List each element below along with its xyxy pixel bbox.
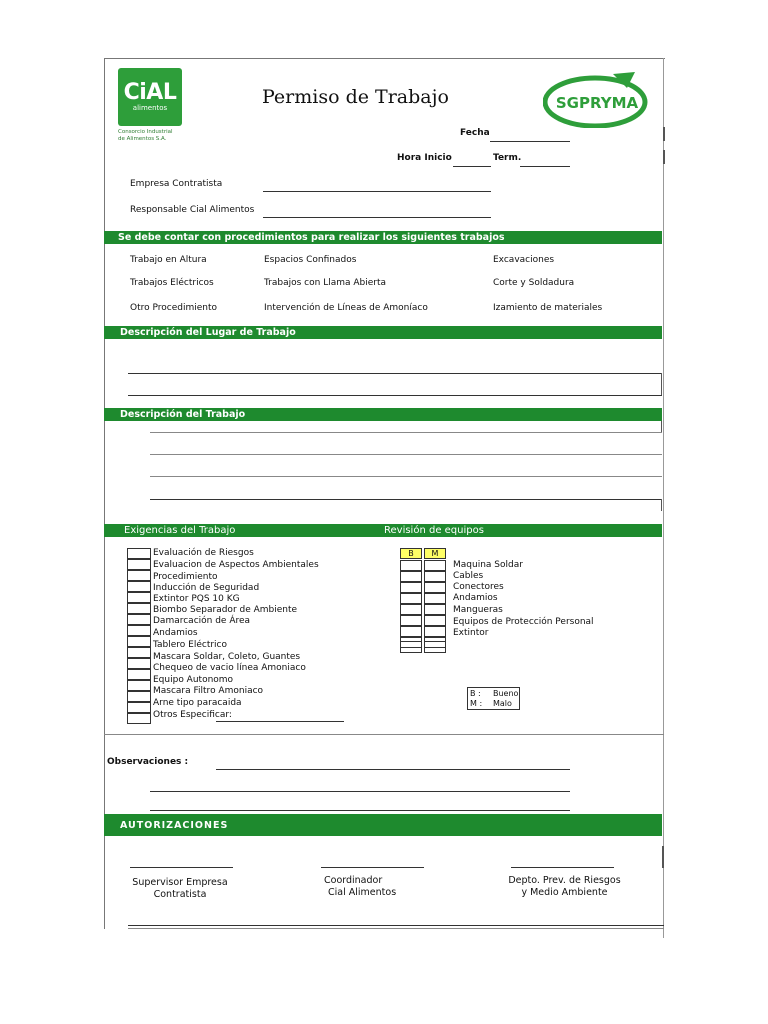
edge-mark bbox=[663, 150, 665, 164]
exig-checkbox[interactable] bbox=[127, 658, 151, 669]
legend-m-val: Malo bbox=[493, 699, 512, 708]
proc-item: Izamiento de materiales bbox=[493, 303, 603, 313]
exig-item: Damarcación de Área bbox=[153, 616, 251, 626]
term-label: Term. bbox=[493, 153, 522, 163]
col-m-header: M bbox=[424, 548, 446, 559]
proc-item: Excavaciones bbox=[493, 255, 555, 265]
trabajo-header: Descripción del Trabajo bbox=[104, 408, 662, 421]
exig-item: Andamios bbox=[153, 628, 198, 638]
legend-m-key: M : bbox=[470, 699, 483, 708]
rev-item: Conectores bbox=[453, 582, 504, 592]
exig-item: Evaluación de Riesgos bbox=[153, 548, 254, 558]
trabajo-line[interactable] bbox=[150, 454, 662, 455]
rev-item: Mangueras bbox=[453, 605, 503, 615]
sig-line-depto[interactable] bbox=[511, 867, 614, 868]
rev-m-checkbox[interactable] bbox=[424, 582, 446, 593]
exig-checkbox[interactable] bbox=[127, 636, 151, 647]
svg-text:SGPRYMA: SGPRYMA bbox=[555, 94, 639, 112]
rev-item: Extintor bbox=[453, 628, 489, 638]
section-divider bbox=[104, 734, 664, 735]
term-field[interactable] bbox=[520, 166, 570, 167]
proc-item: Espacios Confinados bbox=[264, 255, 357, 265]
proc-item: Otro Procedimiento bbox=[130, 303, 218, 313]
cial-logo bbox=[118, 68, 182, 126]
exig-item: Extintor PQS 10 KG bbox=[153, 594, 240, 604]
trabajo-line[interactable] bbox=[150, 476, 662, 477]
exig-checkbox[interactable] bbox=[127, 603, 151, 614]
sgpryma-logo bbox=[543, 68, 651, 128]
rev-b-checkbox[interactable] bbox=[400, 582, 422, 593]
lugar-header: Descripción del Lugar de Trabajo bbox=[104, 326, 662, 339]
exig-checkbox[interactable] bbox=[127, 702, 151, 713]
fecha-label: Fecha bbox=[460, 128, 490, 138]
hora-inicio-label: Hora Inicio bbox=[397, 153, 452, 163]
rev-b-checkbox[interactable] bbox=[400, 560, 422, 571]
exig-item: Otros Especificar: bbox=[153, 710, 232, 720]
proc-item: Trabajo en Altura bbox=[130, 255, 207, 265]
bm-legend bbox=[467, 687, 520, 710]
procedures-header: Se debe contar con procedimientos para realizar los siguientes trabajos bbox=[104, 231, 662, 244]
rev-item: Maquina Soldar bbox=[453, 560, 523, 570]
exig-item: Chequeo de vacio línea Amoniaco bbox=[153, 663, 306, 673]
empresa-field[interactable] bbox=[263, 191, 491, 192]
trabajo-line[interactable] bbox=[150, 499, 662, 500]
rev-m-checkbox[interactable] bbox=[424, 560, 446, 571]
lugar-line[interactable] bbox=[128, 373, 662, 374]
rev-m-checkbox[interactable] bbox=[424, 604, 446, 615]
rev-item: Cables bbox=[453, 571, 484, 581]
sig-label-coordinador: Coordinador Cial Alimentos bbox=[324, 875, 397, 898]
rev-item: Equipos de Protección Personal bbox=[453, 617, 594, 627]
exig-item: Arne tipo paracaida bbox=[153, 698, 242, 708]
form-frame-right bbox=[663, 58, 664, 938]
proc-item: Intervención de Líneas de Amoníaco bbox=[264, 303, 428, 313]
sig-line-supervisor[interactable] bbox=[130, 867, 233, 868]
logo-main-text: CiAL bbox=[123, 80, 177, 105]
exig-checkbox[interactable] bbox=[127, 559, 151, 570]
exig-checkbox[interactable] bbox=[127, 691, 151, 702]
rev-m-checkbox[interactable] bbox=[424, 641, 446, 653]
responsable-label: Responsable Cial Alimentos bbox=[130, 205, 255, 215]
lugar-line[interactable] bbox=[128, 395, 662, 396]
autorizaciones-header: AUTORIZACIONES bbox=[104, 814, 662, 836]
edge-mark bbox=[661, 373, 662, 395]
exig-checkbox[interactable] bbox=[127, 713, 151, 724]
rev-item: Andamios bbox=[453, 593, 498, 603]
responsable-field[interactable] bbox=[263, 217, 491, 218]
sig-label-depto: Depto. Prev. de Riesgos y Medio Ambiente bbox=[508, 875, 621, 898]
rev-m-checkbox[interactable] bbox=[424, 571, 446, 582]
exig-checkbox[interactable] bbox=[127, 647, 151, 658]
logo-sub-text: alimentos bbox=[132, 104, 168, 112]
exig-item: Biombo Separador de Ambiente bbox=[153, 605, 298, 615]
rev-b-checkbox[interactable] bbox=[400, 593, 422, 604]
exig-item: Evaluacion de Aspectos Ambientales bbox=[153, 560, 319, 570]
trabajo-line[interactable] bbox=[150, 432, 662, 433]
rev-b-checkbox[interactable] bbox=[400, 615, 422, 626]
otros-especificar-field[interactable] bbox=[216, 721, 344, 722]
proc-item: Corte y Soldadura bbox=[493, 278, 575, 288]
fecha-field[interactable] bbox=[490, 141, 570, 142]
exig-item: Mascara Filtro Amoniaco bbox=[153, 686, 264, 696]
edge-mark bbox=[663, 127, 665, 141]
observaciones-line[interactable] bbox=[150, 791, 570, 792]
edge-mark bbox=[662, 846, 664, 868]
exig-item: Inducción de Seguridad bbox=[153, 583, 260, 593]
exig-item: Mascara Soldar, Coleto, Guantes bbox=[153, 652, 301, 662]
bottom-line bbox=[128, 925, 664, 926]
exig-checkbox[interactable] bbox=[127, 680, 151, 691]
observaciones-line[interactable] bbox=[150, 810, 570, 811]
rev-b-checkbox[interactable] bbox=[400, 641, 422, 653]
bottom-line bbox=[128, 928, 664, 929]
proc-item: Trabajos con Llama Abierta bbox=[264, 278, 387, 288]
sig-label-supervisor: Supervisor Empresa Contratista bbox=[132, 877, 228, 900]
exig-checkbox[interactable] bbox=[127, 548, 151, 559]
exig-item: Procedimiento bbox=[153, 572, 218, 582]
rev-b-checkbox[interactable] bbox=[400, 626, 422, 637]
proc-item: Trabajos Eléctricos bbox=[130, 278, 214, 288]
legend-b-val: Bueno bbox=[493, 689, 519, 698]
exig-checkbox[interactable] bbox=[127, 625, 151, 636]
observaciones-label: Observaciones : bbox=[107, 757, 189, 767]
legend-b-key: B : bbox=[470, 689, 481, 698]
col-b-header: B bbox=[400, 548, 422, 559]
rev-b-checkbox[interactable] bbox=[400, 604, 422, 615]
rev-m-checkbox[interactable] bbox=[424, 593, 446, 604]
rev-m-checkbox[interactable] bbox=[424, 626, 446, 637]
exigencias-header: Exigencias del Trabajo bbox=[124, 525, 236, 536]
logo-caption: Consorcio Industrial de Alimentos S.A. bbox=[118, 129, 173, 142]
exig-checkbox[interactable] bbox=[127, 614, 151, 625]
sig-line-coordinador[interactable] bbox=[321, 867, 424, 868]
revision-header: Revisión de equipos bbox=[384, 525, 484, 536]
exig-item: Equipo Autonomo bbox=[153, 675, 234, 685]
hora-inicio-field[interactable] bbox=[453, 166, 491, 167]
exig-checkbox[interactable] bbox=[127, 581, 151, 592]
rev-b-checkbox[interactable] bbox=[400, 571, 422, 582]
edge-mark bbox=[661, 499, 662, 511]
page-title: Permiso de Trabajo bbox=[262, 86, 449, 108]
rev-m-checkbox[interactable] bbox=[424, 615, 446, 626]
exig-item: Tablero Eléctrico bbox=[153, 640, 227, 650]
exig-checkbox[interactable] bbox=[127, 669, 151, 680]
empresa-label: Empresa Contratista bbox=[130, 179, 223, 189]
exig-checkbox[interactable] bbox=[127, 592, 151, 603]
edge-mark bbox=[661, 421, 662, 432]
exig-checkbox[interactable] bbox=[127, 570, 151, 581]
observaciones-line[interactable] bbox=[216, 769, 570, 770]
